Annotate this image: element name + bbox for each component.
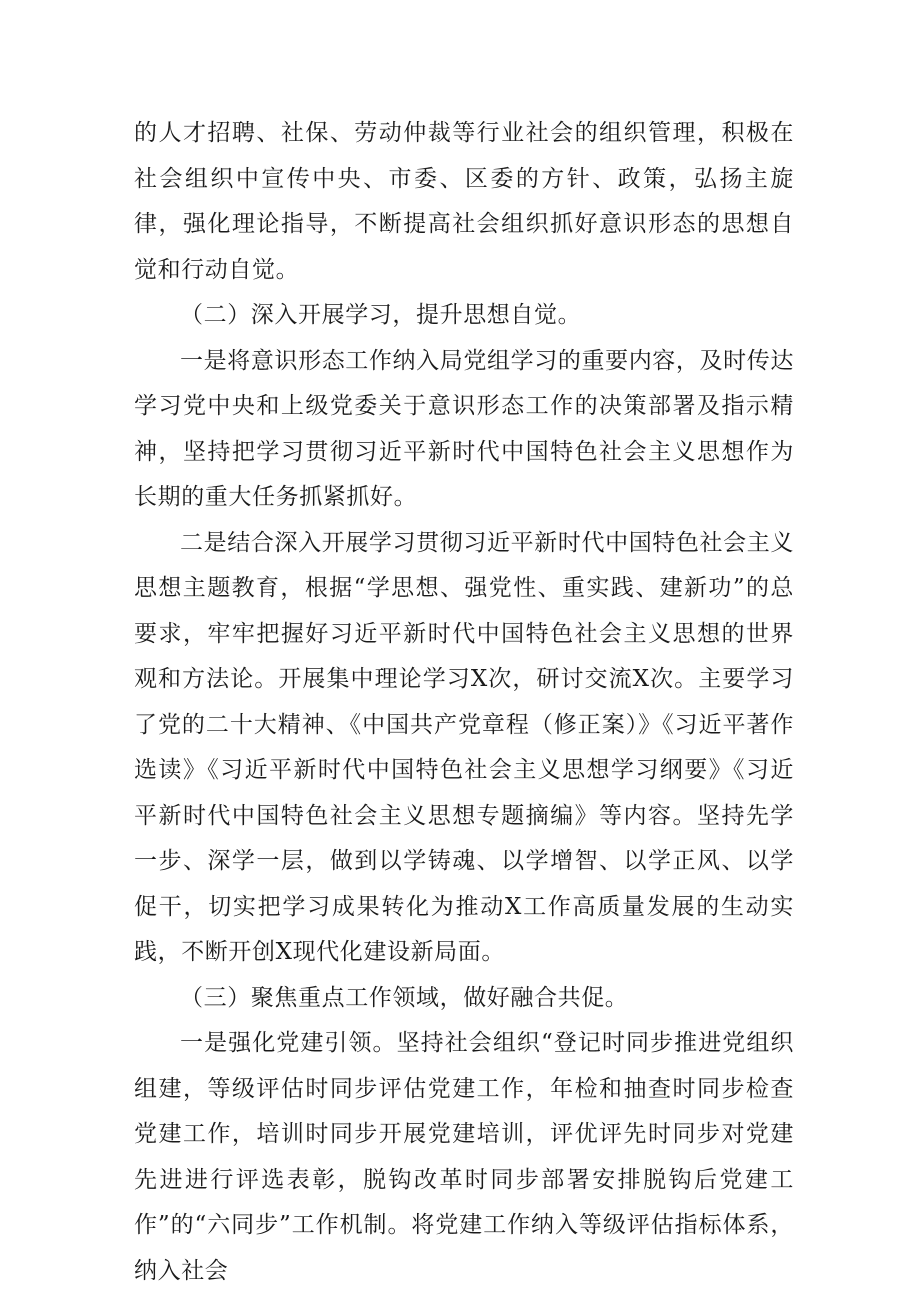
document-body — [134, 111, 794, 1294]
paragraph-party-building: 一是强化党建引领。坚持社会组织“登记时同步推进党组织组建，等级评估时同步评估党建工作，年检和抽查时同步检查党建工作，培训时同步开展党建培训，评优评先时同步对党建先进进行评选表彰，脱钩改革时同步部署安排脱钩后党建工作”的“六同步”工作机制。将党建工作纳入等级评估指标体系，纳入社会 — [134, 1030, 794, 1284]
section-heading-three: （三）聚焦重点工作领域，做好融合共促。 — [180, 984, 629, 1011]
paragraph-study-content: 一是将意识形态工作纳入局党组学习的重要内容，及时传达学习党中央和上级党委关于意识形态工作的决策部署及指示精神，坚持把学习贯彻习近平新时代中国特色社会主义思想作为长期的重大任务抓紧抓好。 — [134, 347, 794, 510]
section-heading-two: （二）深入开展学习，提升思想自觉。 — [180, 302, 582, 328]
paragraph-continuation: 的人才招聘、社保、劳动仲裁等行业社会的组织管理，积极在社会组织中宣传中央、市委、区委的方针、政策，弘扬主旋律，强化理论指导，不断提高社会组织抓好意识形态的思想自觉和行动自觉。 — [134, 120, 794, 283]
paragraph-theme-education: 二是结合深入开展学习贯彻习近平新时代中国特色社会主义思想主题教育，根据“学思想、强党性、重实践、建新功”的总要求，牢牢把握好习近平新时代中国特色社会主义思想的世界观和方法论。开展集中理论学习X次，研讨交流X次。主要学习了党的二十大精神、《中国共产党章程（修正案）》《习近平著作选读》《习近平新时代中国特色社会主义思想学习纲要》《习近平新时代中国特色社会主义思想专题摘编》等内容。坚持先学一步、深学一层，做到以学铸魂、以学增智、以学正风、以学促干，切实把学习成果转化为推动X工作高质量发展的生动实践，不断开创X现代化建设新局面。 — [134, 529, 794, 965]
